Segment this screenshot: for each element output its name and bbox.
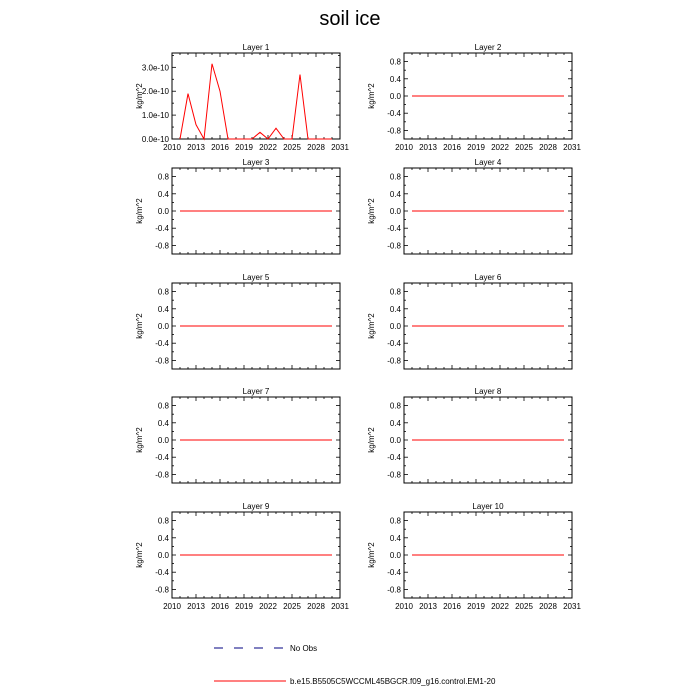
- panel-10-xtick-label-2016: 2016: [443, 602, 461, 611]
- panel-1-xtick-label-2019: 2019: [235, 143, 253, 152]
- panel-9-ytick-label-3: 0.4: [157, 533, 169, 543]
- legend-swatch-control-run: [214, 676, 286, 686]
- panel-6-ytick-label-1: -0.4: [387, 339, 401, 349]
- panel-4-ylabel: kg/m^2: [367, 198, 376, 224]
- panel-10-ytick-label-3: 0.4: [389, 533, 401, 543]
- panel-3-ytick-label-1: -0.4: [155, 224, 169, 234]
- panel-1-xtick-label-2013: 2013: [187, 143, 205, 152]
- panel-9-xtick-label-2028: 2028: [307, 602, 325, 611]
- panel-4-ytick-label-0: -0.8: [387, 241, 401, 251]
- panel-1-ytick-label-3: 3.0e-10: [141, 63, 169, 73]
- panel-2-xtick-label-2019: 2019: [467, 143, 485, 152]
- panel-3-title: Layer 3: [242, 158, 270, 167]
- panel-2-xtick-label-2010: 2010: [395, 143, 413, 152]
- panel-9-xtick-label-2010: 2010: [163, 602, 181, 611]
- panel-1-xtick-label-2016: 2016: [211, 143, 229, 152]
- panel-9-ytick-label-0: -0.8: [155, 585, 169, 595]
- panel-8-ytick-label-4: 0.8: [389, 401, 401, 411]
- panel-9-ytick-label-2: 0.0: [157, 551, 169, 560]
- panel-2-ytick-label-3: 0.4: [389, 74, 401, 84]
- panel-4-ytick-label-2: 0.0: [389, 207, 401, 216]
- panel-5-ylabel: kg/m^2: [135, 313, 144, 339]
- legend-label-control-run: b.e15.B5505C5WCCML45BGCR.f09_g16.control.EM1-20: [290, 677, 496, 686]
- panel-5-ytick-label-4: 0.8: [157, 287, 169, 297]
- legend-swatch-no-obs: [214, 643, 286, 653]
- panel-1-xtick-label-2010: 2010: [163, 143, 181, 152]
- panel-7-ytick-label-3: 0.4: [157, 418, 169, 428]
- panel-9-title: Layer 9: [242, 502, 270, 511]
- panel-9-xtick-label-2019: 2019: [235, 602, 253, 611]
- panel-1-series-1-line: [180, 64, 332, 139]
- panel-7-ytick-label-4: 0.8: [157, 401, 169, 411]
- panel-8-title: Layer 8: [474, 387, 502, 396]
- panel-8-ylabel: kg/m^2: [367, 427, 376, 453]
- panel-8-ytick-label-1: -0.4: [387, 453, 401, 463]
- panel-5-ytick-label-1: -0.4: [155, 339, 169, 349]
- panel-10-ylabel: kg/m^2: [367, 542, 376, 568]
- panel-2-xtick-label-2025: 2025: [515, 143, 533, 152]
- panel-4-ytick-label-3: 0.4: [389, 189, 401, 199]
- panel-8-ytick-label-2: 0.0: [389, 436, 401, 445]
- panel-2-ytick-label-4: 0.8: [389, 57, 401, 67]
- legend-label-no-obs: No Obs: [290, 644, 318, 653]
- panel-9-ytick-label-1: -0.4: [155, 568, 169, 578]
- panel-2-xtick-label-2013: 2013: [419, 143, 437, 152]
- panel-1-xtick-label-2028: 2028: [307, 143, 325, 152]
- panel-6-ytick-label-2: 0.0: [389, 322, 401, 331]
- panel-6-title: Layer 6: [474, 273, 502, 282]
- panel-9-xtick-label-2022: 2022: [259, 602, 277, 611]
- panel-7-ytick-label-1: -0.4: [155, 453, 169, 463]
- panel-5-ytick-label-2: 0.0: [157, 322, 169, 331]
- panel-10-title: Layer 10: [472, 502, 504, 511]
- panel-5-ytick-label-0: -0.8: [155, 356, 169, 366]
- page-title: soil ice: [319, 8, 381, 30]
- panel-3-ytick-label-0: -0.8: [155, 241, 169, 251]
- panel-10-ytick-label-0: -0.8: [387, 585, 401, 595]
- panel-8-ytick-label-0: -0.8: [387, 470, 401, 480]
- panel-2-ytick-label-1: -0.4: [387, 109, 401, 119]
- panel-10-xtick-label-2025: 2025: [515, 602, 533, 611]
- panel-10-ytick-label-1: -0.4: [387, 568, 401, 578]
- panel-2-ytick-label-2: 0.0: [389, 92, 401, 101]
- panel-2-xtick-label-2031: 2031: [563, 143, 581, 152]
- panel-9-xtick-label-2013: 2013: [187, 602, 205, 611]
- panel-9-ytick-label-4: 0.8: [157, 516, 169, 526]
- panel-2-xtick-label-2028: 2028: [539, 143, 557, 152]
- panel-9-xtick-label-2031: 2031: [331, 602, 349, 611]
- panel-1-title: Layer 1: [242, 43, 270, 52]
- panel-3-ytick-label-3: 0.4: [157, 189, 169, 199]
- panel-9-xtick-label-2016: 2016: [211, 602, 229, 611]
- panel-1-ytick-label-2: 2.0e-10: [141, 87, 169, 97]
- panel-10-xtick-label-2022: 2022: [491, 602, 509, 611]
- panel-7-ylabel: kg/m^2: [135, 427, 144, 453]
- panel-1-ytick-label-0: 0.0e-10: [141, 135, 169, 144]
- panel-6-ytick-label-0: -0.8: [387, 356, 401, 366]
- panel-10-xtick-label-2013: 2013: [419, 602, 437, 611]
- panel-10-xtick-label-2028: 2028: [539, 602, 557, 611]
- panel-8-ytick-label-3: 0.4: [389, 418, 401, 428]
- panel-10-xtick-label-2031: 2031: [563, 602, 581, 611]
- panel-6-ytick-label-4: 0.8: [389, 287, 401, 297]
- panel-10-ytick-label-4: 0.8: [389, 516, 401, 526]
- panel-10-ytick-label-2: 0.0: [389, 551, 401, 560]
- panel-7-ytick-label-2: 0.0: [157, 436, 169, 445]
- panel-2-title: Layer 2: [474, 43, 502, 52]
- panel-5-ytick-label-3: 0.4: [157, 304, 169, 314]
- panel-4-title: Layer 4: [474, 158, 502, 167]
- panel-7-title: Layer 7: [242, 387, 270, 396]
- panel-5-title: Layer 5: [242, 273, 270, 282]
- panel-9-ylabel: kg/m^2: [135, 542, 144, 568]
- panel-3-ytick-label-2: 0.0: [157, 207, 169, 216]
- panel-2-ylabel: kg/m^2: [367, 83, 376, 109]
- panel-2-xtick-label-2022: 2022: [491, 143, 509, 152]
- panel-1-xtick-label-2025: 2025: [283, 143, 301, 152]
- panel-1-ytick-label-1: 1.0e-10: [141, 111, 169, 121]
- panel-3-ytick-label-4: 0.8: [157, 172, 169, 182]
- panel-6-ytick-label-3: 0.4: [389, 304, 401, 314]
- panel-3-ylabel: kg/m^2: [135, 198, 144, 224]
- panel-4-ytick-label-1: -0.4: [387, 224, 401, 234]
- panel-1-ylabel: kg/m^2: [135, 83, 144, 109]
- panel-7-ytick-label-0: -0.8: [155, 470, 169, 480]
- panel-2-ytick-label-0: -0.8: [387, 126, 401, 136]
- panel-4-ytick-label-4: 0.8: [389, 172, 401, 182]
- panel-9-xtick-label-2025: 2025: [283, 602, 301, 611]
- panel-6-ylabel: kg/m^2: [367, 313, 376, 339]
- panel-10-xtick-label-2019: 2019: [467, 602, 485, 611]
- panel-1-xtick-label-2022: 2022: [259, 143, 277, 152]
- panel-10-xtick-label-2010: 2010: [395, 602, 413, 611]
- panel-1-xtick-label-2031: 2031: [331, 143, 349, 152]
- panel-2-xtick-label-2016: 2016: [443, 143, 461, 152]
